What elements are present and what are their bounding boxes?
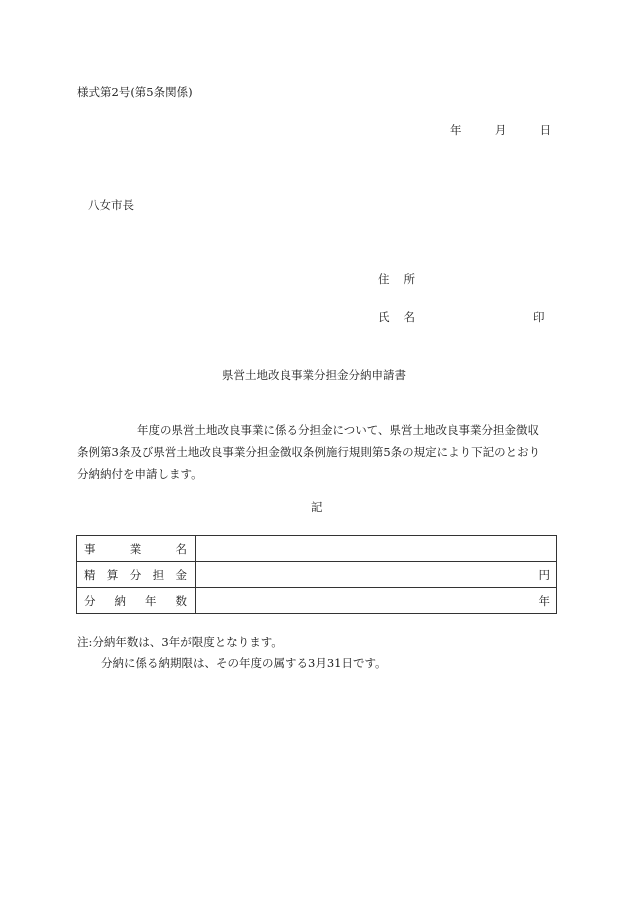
installment-years-label: 分 納 年 数 [77, 588, 196, 614]
form-number: 様式第2号(第5条関係) [77, 85, 193, 99]
installment-years-unit: 年 [196, 588, 557, 614]
date-row [450, 125, 551, 137]
body-line-3: 分納納付を申請します。 [77, 467, 203, 481]
name-label: 氏 名 [378, 310, 415, 324]
date-year-label: 年 [450, 123, 462, 137]
addressee: 八女市長 [88, 198, 134, 212]
body-paragraph [77, 419, 559, 485]
body-line-1: 年度の県営土地改良事業に係る分担金について、県営土地改良事業分担金徴収 [137, 423, 540, 437]
address-label: 住 所 [378, 272, 415, 286]
settlement-amount-unit: 円 [196, 562, 557, 588]
date-day-label: 日 [539, 123, 552, 137]
ki-heading: 記 [311, 500, 323, 514]
project-name-value [196, 536, 557, 562]
note-line-1: 注:分納年数は、3年が限度となります。 [77, 635, 283, 649]
project-name-label: 事 業 名 [77, 536, 196, 562]
note-line-2: 分納に係る納期限は、その年度の属する3月31日です。 [101, 656, 387, 670]
body-line-2: 条例第3条及び県営土地改良事業分担金徴収条例施行規則第5条の規定により下記のとおり [77, 445, 541, 459]
date-month-label: 月 [494, 123, 507, 137]
document-title: 県営土地改良事業分担金分納申請書 [222, 368, 406, 382]
settlement-amount-label: 精 算 分 担 金 [77, 562, 196, 588]
table-row-project-name [77, 536, 557, 562]
detail-table [76, 535, 557, 614]
table-row-settlement-amount [77, 562, 557, 588]
seal-mark: 印 [533, 310, 545, 324]
table-row-installment-years [77, 588, 557, 614]
